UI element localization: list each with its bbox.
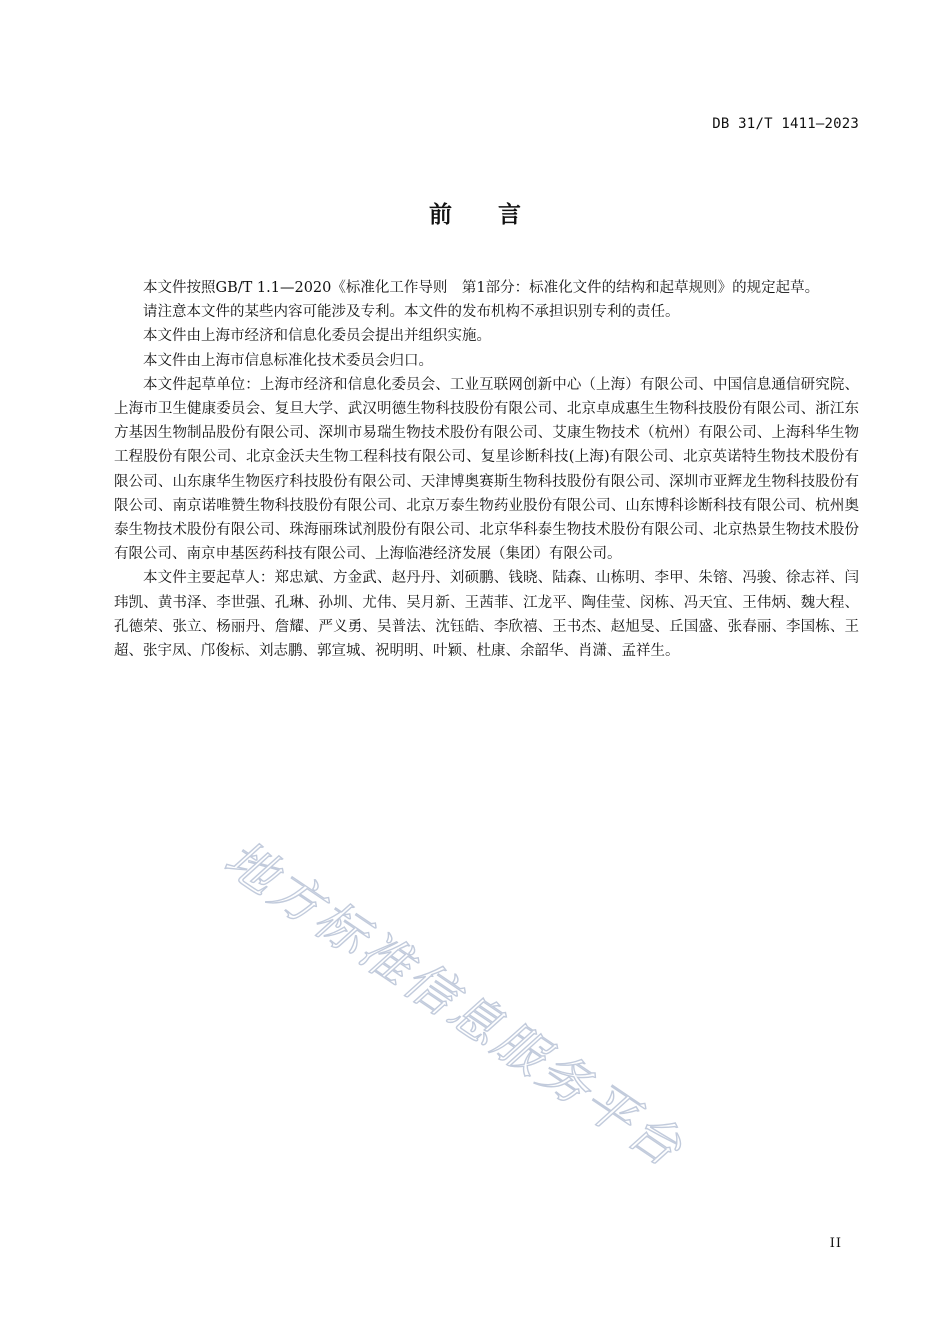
paragraph-patent-notice: 请注意本文件的某些内容可能涉及专利。本文件的发布机构不承担识别专利的责任。 (143, 304, 680, 321)
paragraph-drafting-units: 本文件起草单位：上海市经济和信息化委员会、工业互联网创新中心（上海）有限公司、中国信息通信研究院、上海市卫生健康委员会、复旦大学、武汉明德生物科技股份有限公司、北京卓成惠生生物科技股份有限公司、浙江东方基因生物制品股份有限公司、深圳市易瑞生物技术股份有限公司、艾康生物技术（杭州）有限公司、上海科华生物工程股份有限公司、北京金沃夫生物工程科技有限公司、复星诊断科技(上海)有限公司、北京英诺特生物技术股份有限公司、山东康华生物医疗科技股份有限公司、天津博奥赛斯生物科技股份有限公司、深圳市亚辉龙生物科技股份有限公司、南京诺唯赞生物科技股份有限公司、北京万泰生物药业股份有限公司、山东博科诊断科技有限公司、杭州奥泰生物技术股份有限公司、珠海丽珠试剂股份有限公司、北京华科泰生物技术股份有限公司、北京热景生物技术股份有限公司、南京申基医药科技有限公司、上海临港经济发展（集团）有限公司。 (114, 376, 859, 563)
page-number: II (829, 1236, 842, 1251)
paragraph-drafters: 本文件主要起草人：郑忠斌、方金武、赵丹丹、刘硕鹏、钱晓、陆森、山栋明、李甲、朱镕、冯骏、徐志祥、闫玮凯、黄书泽、李世强、孔琳、孙圳、尤伟、吴月新、王茜菲、江龙平、陶佳莹、闵栋、冯天宜、王伟炳、魏大程、孔德荣、张立、杨丽丹、詹耀、严义勇、吴普法、沈钰皓、李欣禧、王书杰、赵旭旻、丘国盛、张春丽、李国栋、王超、张宇凤、邝俊标、刘志鹏、郭宣城、祝明明、叶颖、杜康、余韶华、肖潇、孟祥生。 (114, 570, 859, 660)
watermark: 地方标准信息服务平台 (214, 829, 695, 1180)
paragraph-drafting-rules: 本文件按照GB/T 1.1—2020《标准化工作导则 第1部分：标准化文件的结构和起草规则》的规定起草。 (143, 280, 820, 296)
paragraph-proposer: 本文件由上海市经济和信息化委员会提出并组织实施。 (143, 328, 491, 345)
document-number: DB 31/T 1411—2023 (712, 116, 859, 132)
page-title: 前言 (429, 202, 567, 228)
paragraph-centralized-by: 本文件由上海市信息标准化技术委员会归口。 (143, 352, 433, 369)
foreword-body (114, 276, 859, 663)
